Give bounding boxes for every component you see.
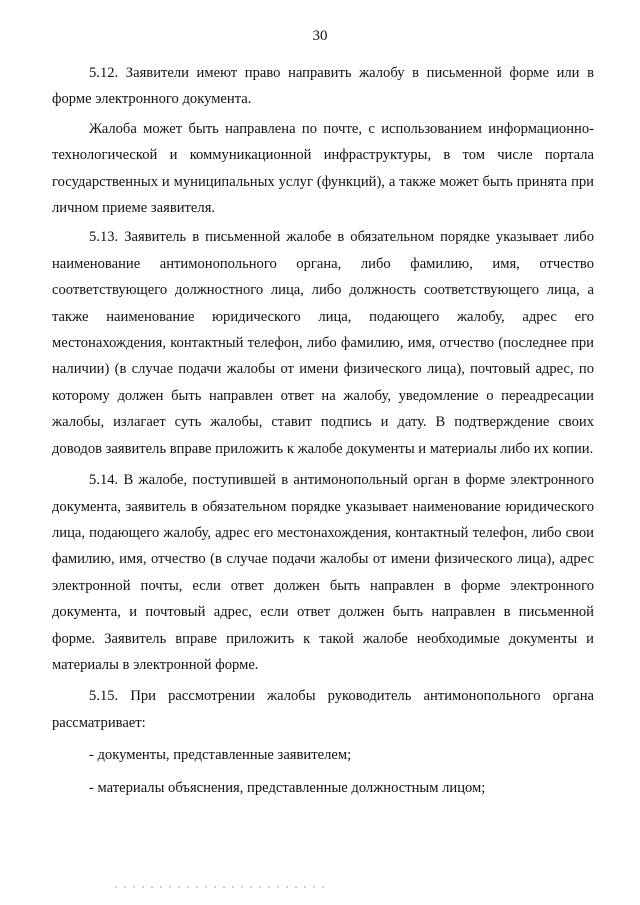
page-number: 30 <box>312 28 328 44</box>
scan-noise-line <box>115 886 330 888</box>
paragraph-5-15: 5.15. При рассмотрении жалобы руководитель антимонопольного органа рассматривает: <box>52 688 594 731</box>
paragraph-complaint-delivery: Жалоба может быть направлена по почте, с использованием информационно-технологической и коммуникационной инфраструктуры, в том числе портала государственных и муниципальных услуг (функций), а также может быть принята при личном приеме заявителя. <box>52 120 594 217</box>
paragraph-5-12: 5.12. Заявители имеют право направить жалобу в письменной форме или в форме электронного документа. <box>52 65 594 108</box>
paragraph-5-13: 5.13. Заявитель в письменной жалобе в обязательном порядке указывает либо наименование антимонопольного органа, либо фамилию, имя, отчество соответствующего должностного лица, либо должность соответствующего лица, а также наименование юридического лица, подающего жалобу, адрес его местонахождения, контактный телефон, либо фамилию, имя, отчество (последнее при наличии) (в случае подачи жалобы от имени физического лица), почтовый адрес, по которому должен быть направлен ответ на жалобу, уведомление о переадресации жалобы, излагает суть жалобы, ставит подпись и дату. В подтверждение своих доводов заявитель вправе приложить к жалобе документы и материалы либо их копии. <box>52 229 594 457</box>
document-body <box>52 60 594 801</box>
list-item: - материалы объяснения, представленные должностным лицом; <box>89 779 486 796</box>
list-item: - документы, представленные заявителем; <box>89 747 352 764</box>
paragraph-5-14: 5.14. В жалобе, поступившей в антимонопольный орган в форме электронного документа, заявитель в обязательном порядке указывает наименование юридического лица, подающего жалобу, адрес его местонахождения, контактный телефон, либо свои фамилию, имя, отчество (в случае подачи жалобы от имени физического лица), адрес электронной почты, если ответ должен быть направлен в форме электронного документа, и почтовый адрес, если ответ должен быть направлен в письменной форме. Заявитель вправе приложить к такой жалобе необходимые документы и материалы в электронной форме. <box>52 472 594 673</box>
